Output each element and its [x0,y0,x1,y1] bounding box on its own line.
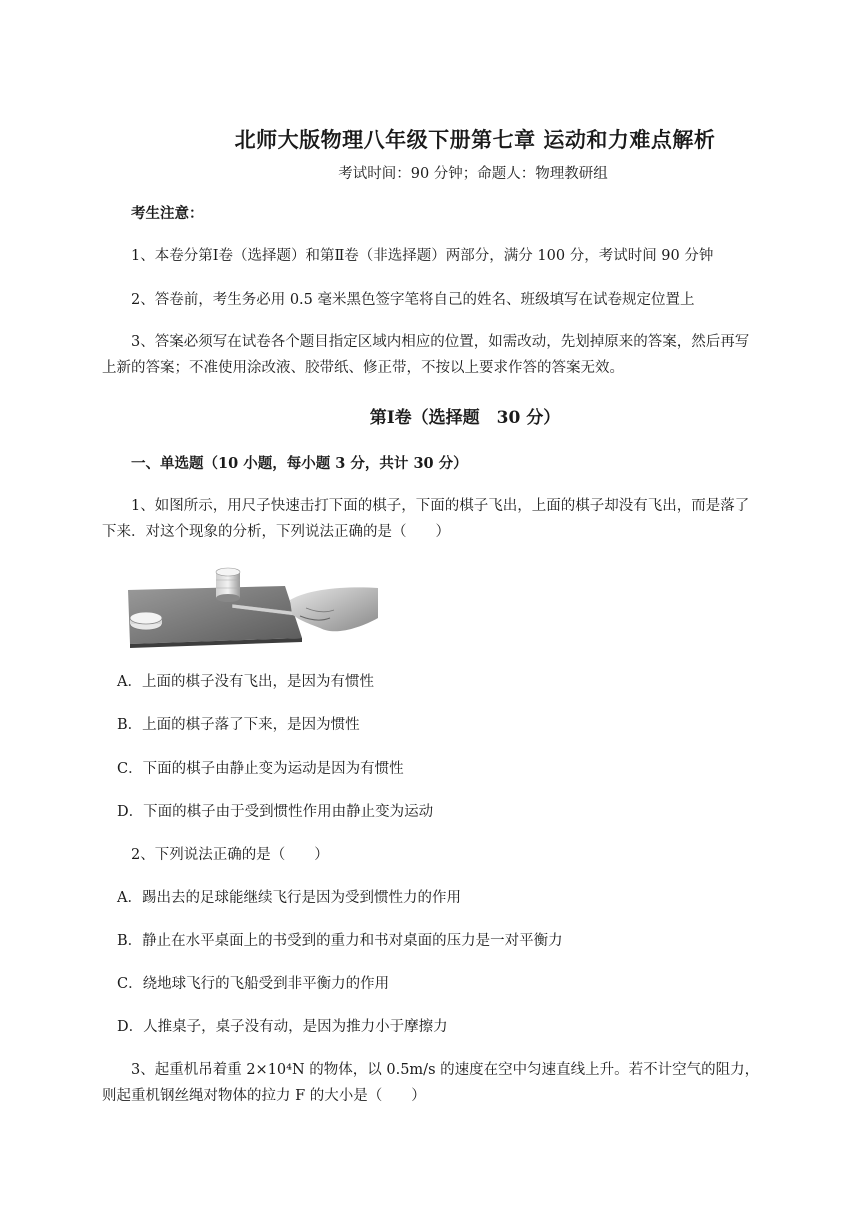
notice-item-continued: 上新的答案；不准使用涂改液、胶带纸、修正带，不按以上要求作答的答案无效。 [102,360,624,376]
question-stem: 1、如图所示，用尺子快速击打下面的棋子，下面的棋子飞出，上面的棋子却没有飞出，而是落了 [131,498,750,514]
option-c: C．绕地球飞行的飞船受到非平衡力的作用 [117,976,390,992]
part-heading: 一、单选题（10 小题，每小题 3 分，共计 30 分） [131,455,468,472]
option-a: A．踢出去的足球能继续飞行是因为受到惯性力的作用 [117,890,461,906]
option-d: D．人推桌子，桌子没有动，是因为推力小于摩擦力 [117,1019,448,1035]
option-b: B．静止在水平桌面上的书受到的重力和书对桌面的压力是一对平衡力 [117,933,563,949]
notice-item: 3、答案必须写在试卷各个题目指定区域内相应的位置，如需改动，先划掉原来的答案，然后再写 [131,334,750,350]
option-c: C．下面的棋子由静止变为运动是因为有惯性 [117,761,404,777]
option-b: B．上面的棋子落了下来，是因为惯性 [117,717,360,733]
chess-pieces-ruler-figure [120,558,382,648]
question-stem: 3、起重机吊着重 2×10⁴N 的物体，以 0.5m/s 的速度在空中匀速直线上升。若不计空气的阻力， [131,1062,760,1078]
hand [290,587,378,631]
notice-heading: 考生注意： [131,205,204,222]
option-d: D．下面的棋子由于受到惯性作用由静止变为运动 [117,804,434,820]
question-stem: 下来．对这个现象的分析，下列说法正确的是（ ） [102,524,450,540]
option-a: A．上面的棋子没有飞出，是因为有惯性 [117,674,374,690]
question-stem: 2、下列说法正确的是（ ） [131,847,329,863]
section-title: 第Ⅰ卷（选择题 30 分） [369,408,561,428]
exam-info: 考试时间：90 分钟；命题人：物理教研组 [338,166,608,182]
notice-item: 1、本卷分第Ⅰ卷（选择题）和第Ⅱ卷（非选择题）两部分，满分 100 分，考试时间 90 分钟 [131,248,714,264]
question-stem: 则起重机钢丝绳对物体的拉力 F 的大小是（ ） [102,1088,426,1104]
page-title: 北师大版物理八年级下册第七章 运动和力难点解析 [234,127,716,152]
notice-item: 2、答卷前，考生务必用 0.5 毫米黑色签字笔将自己的姓名、班级填写在试卷规定位置上 [131,292,695,308]
